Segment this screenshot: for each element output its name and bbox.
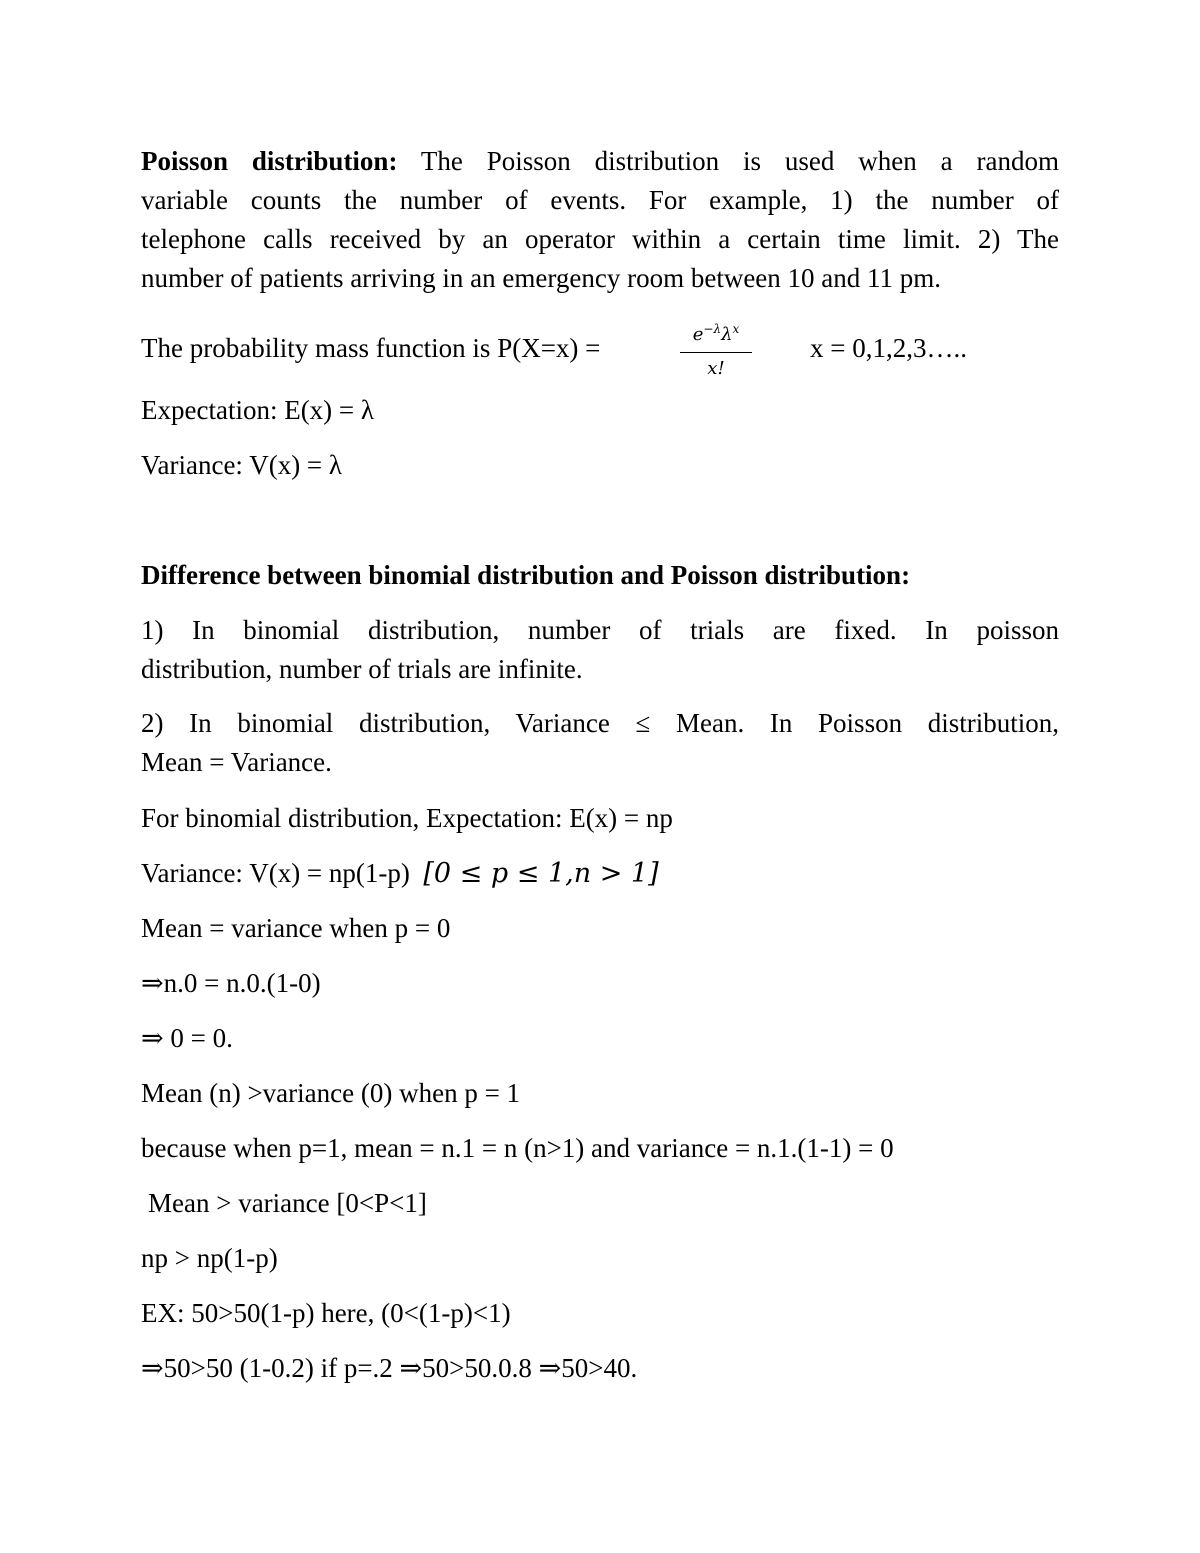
derivation-step-1: ⇒n.0 = n.0.(1-0) — [141, 968, 321, 998]
pmf-numerator: $e^{-\lambda}\lambda^x$ — [692, 322, 740, 345]
pmf-row — [0, 318, 1200, 398]
example-calculation: ⇒50>50 (1-0.2) if p=.2 ⇒50>50.0.8 ⇒50>40. — [141, 1353, 638, 1383]
poisson-line-4: number of patients arriving in an emergency room between 10 and 11 pm. — [141, 263, 942, 293]
mean-equals-variance: Mean = variance when p = 0 — [141, 913, 451, 943]
example-line: EX: 50>50(1-p) here, (0<(1-p)<1) — [141, 1298, 511, 1328]
pmf-denominator: x! — [707, 358, 725, 379]
derivation-step-2: ⇒ 0 = 0. — [141, 1023, 233, 1053]
binomial-expectation: For binomial distribution, Expectation: E(x) = np — [141, 803, 673, 833]
poisson-heading: Poisson distribution: — [141, 146, 398, 176]
difference-point-1-line-1: 1) In binomial distribution, number of trials are fixed. In poisson — [141, 615, 1059, 645]
mean-greater-variance: Mean (n) >variance (0) when p = 1 — [141, 1078, 521, 1108]
difference-point-1-line-2: distribution, number of trials are infinite. — [141, 654, 583, 684]
because-line: because when p=1, mean = n.1 = n (n>1) and variance = n.1.(1-1) = 0 — [141, 1133, 894, 1163]
pmf-label: The probability mass function is P(X=x) = — [141, 333, 601, 363]
poisson-line-1 — [141, 146, 1059, 176]
difference-heading: Difference between binomial distribution and Poisson distribution: — [141, 560, 911, 590]
binomial-variance: Variance: V(x) = np(1-p) — [141, 858, 410, 888]
poisson-line-3: telephone calls received by an operator within a certain time limit. 2) The — [141, 224, 1059, 254]
binomial-variance-condition: [0 ≤ p ≤ 1,n > 1] — [423, 858, 659, 889]
poisson-line-2: variable counts the number of events. For example, 1) the number of — [141, 185, 1059, 215]
poisson-expectation: Expectation: E(x) = λ — [141, 395, 374, 425]
difference-point-2-line-2: Mean = Variance. — [141, 747, 332, 777]
binomial-variance-line — [141, 858, 659, 889]
mean-greater-variance-range: Mean > variance [0<P<1] — [148, 1188, 427, 1218]
fraction-bar — [680, 352, 752, 353]
np-inequality: np > np(1-p) — [141, 1243, 278, 1273]
pmf-support: x = 0,1,2,3….. — [810, 333, 967, 363]
difference-point-2-line-1: 2) In binomial distribution, Variance ≤ Mean. In Poisson distribution, — [141, 708, 1059, 738]
poisson-variance: Variance: V(x) = λ — [141, 450, 342, 480]
poisson-line-1-text: The Poisson distribution is used when a random — [397, 146, 1059, 176]
pmf-fraction — [680, 318, 752, 398]
